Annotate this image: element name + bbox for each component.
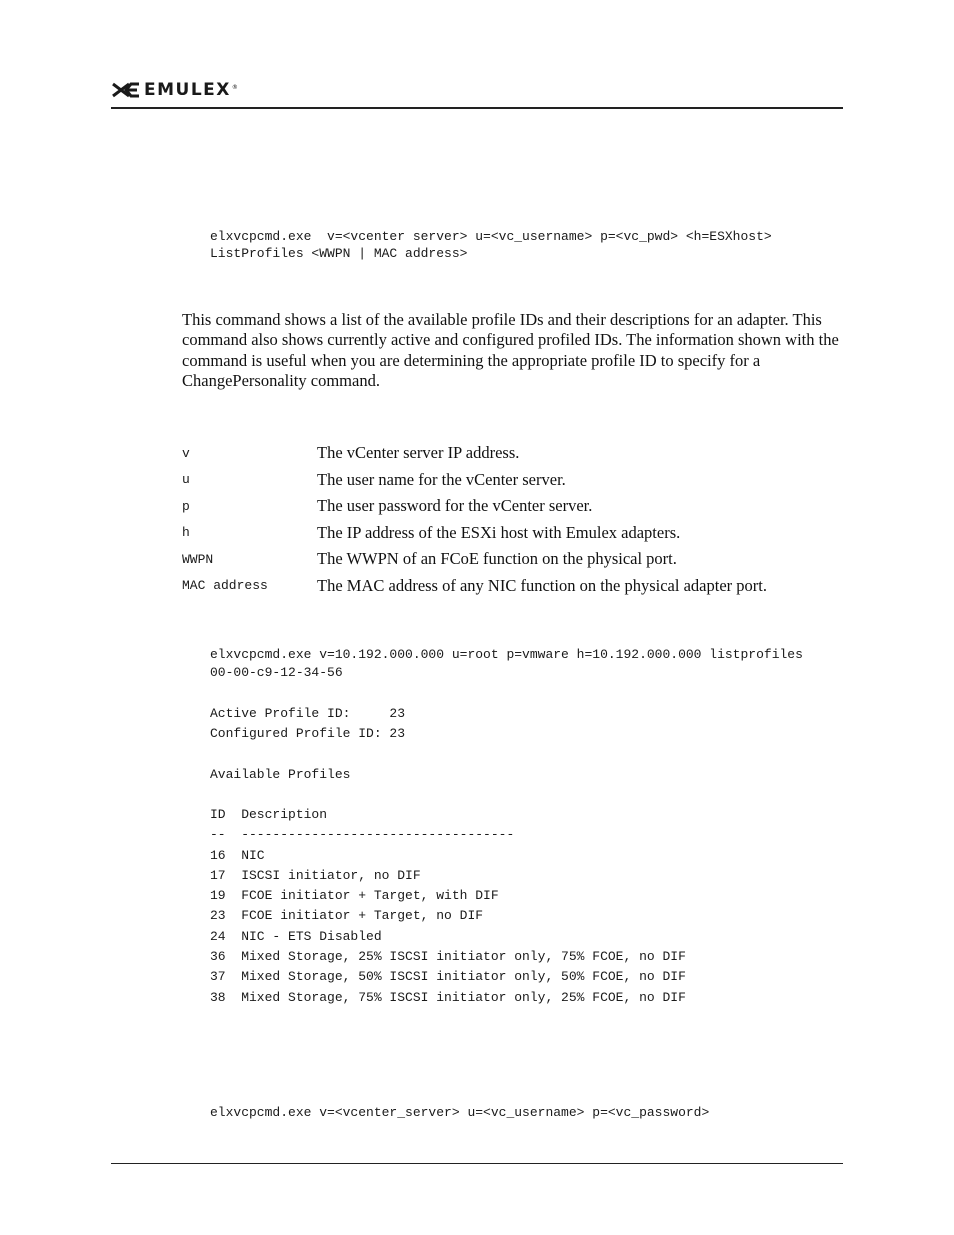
profiles-table-separator: -- ----------------------------------- (210, 827, 515, 843)
description-paragraph: This command shows a list of the available profile IDs and their descriptions for an adapter. This command also shows currently active and configured profiled IDs. The information shown with the command is useful when you are determining the appropriate profile ID to specify for a ChangePersonality command. (182, 310, 839, 390)
profile-row: 38 Mixed Storage, 75% ISCSI initiator only, 25% FCOE, no DIF (210, 989, 686, 1005)
parameter-description: The WWPN of an FCoE function on the physical port. (317, 549, 677, 569)
profile-row: 24 NIC - ETS Disabled (210, 928, 382, 944)
profile-row: 23 FCOE initiator + Target, no DIF (210, 908, 484, 924)
syntax-line: ListProfiles <WWPN | MAC address> (210, 246, 468, 261)
example-command-line: elxvcpcmd.exe v=10.192.000.000 u=root p=vmware h=10.192.000.000 listprofiles (210, 647, 803, 662)
parameter-description: The user password for the vCenter server. (317, 496, 593, 516)
parameter-row (182, 493, 852, 520)
parameter-name: p (182, 498, 190, 514)
parameter-row (182, 520, 852, 547)
parameter-description: The vCenter server IP address. (317, 443, 520, 463)
profile-row: 37 Mixed Storage, 50% ISCSI initiator only, 50% FCOE, no DIF (210, 969, 686, 985)
profile-row: 17 ISCSI initiator, no DIF (210, 867, 421, 883)
active-profile-line: Active Profile ID: 23 (210, 706, 406, 721)
profile-row: 16 NIC (210, 847, 265, 863)
emulex-logo-icon (112, 82, 140, 98)
syntax-block (210, 228, 772, 262)
parameter-row (182, 467, 852, 494)
profiles-table (210, 805, 686, 1008)
parameter-description: The MAC address of any NIC function on the physical adapter port. (317, 575, 767, 595)
trademark-symbol: ® (231, 83, 238, 91)
parameter-row (182, 440, 852, 467)
parameter-name: h (182, 525, 190, 541)
example-command (210, 646, 803, 681)
configured-profile-line: Configured Profile ID: 23 (210, 726, 406, 742)
parameters-table (182, 440, 852, 599)
brand-name: EMULEX (144, 80, 231, 100)
brand-logo (112, 80, 238, 100)
parameter-name: u (182, 472, 190, 488)
parameter-name: MAC address (182, 578, 268, 594)
parameter-description: The user name for the vCenter server. (317, 469, 566, 489)
available-profiles-heading: Available Profiles (210, 767, 351, 782)
next-syntax-line: elxvcpcmd.exe v=<vcenter_server> u=<vc_username> p=<vc_password> (210, 1105, 710, 1120)
profile-status (210, 704, 405, 745)
profiles-table-header: ID Description (210, 807, 328, 822)
parameter-description: The IP address of the ESXi host with Emulex adapters. (317, 522, 681, 542)
footer-rule (111, 1163, 843, 1164)
header-rule (111, 107, 843, 109)
parameter-name: v (182, 445, 190, 461)
profile-row: 19 FCOE initiator + Target, with DIF (210, 888, 499, 904)
parameter-name: WWPN (182, 551, 214, 567)
parameter-row (182, 546, 852, 573)
example-command-line: 00-00-c9-12-34-56 (210, 664, 343, 680)
syntax-line: elxvcpcmd.exe v=<vcenter server> u=<vc_username> p=<vc_pwd> <h=ESXhost> (210, 229, 772, 244)
profile-row: 36 Mixed Storage, 25% ISCSI initiator only, 75% FCOE, no DIF (210, 949, 686, 965)
parameter-row (182, 573, 852, 600)
